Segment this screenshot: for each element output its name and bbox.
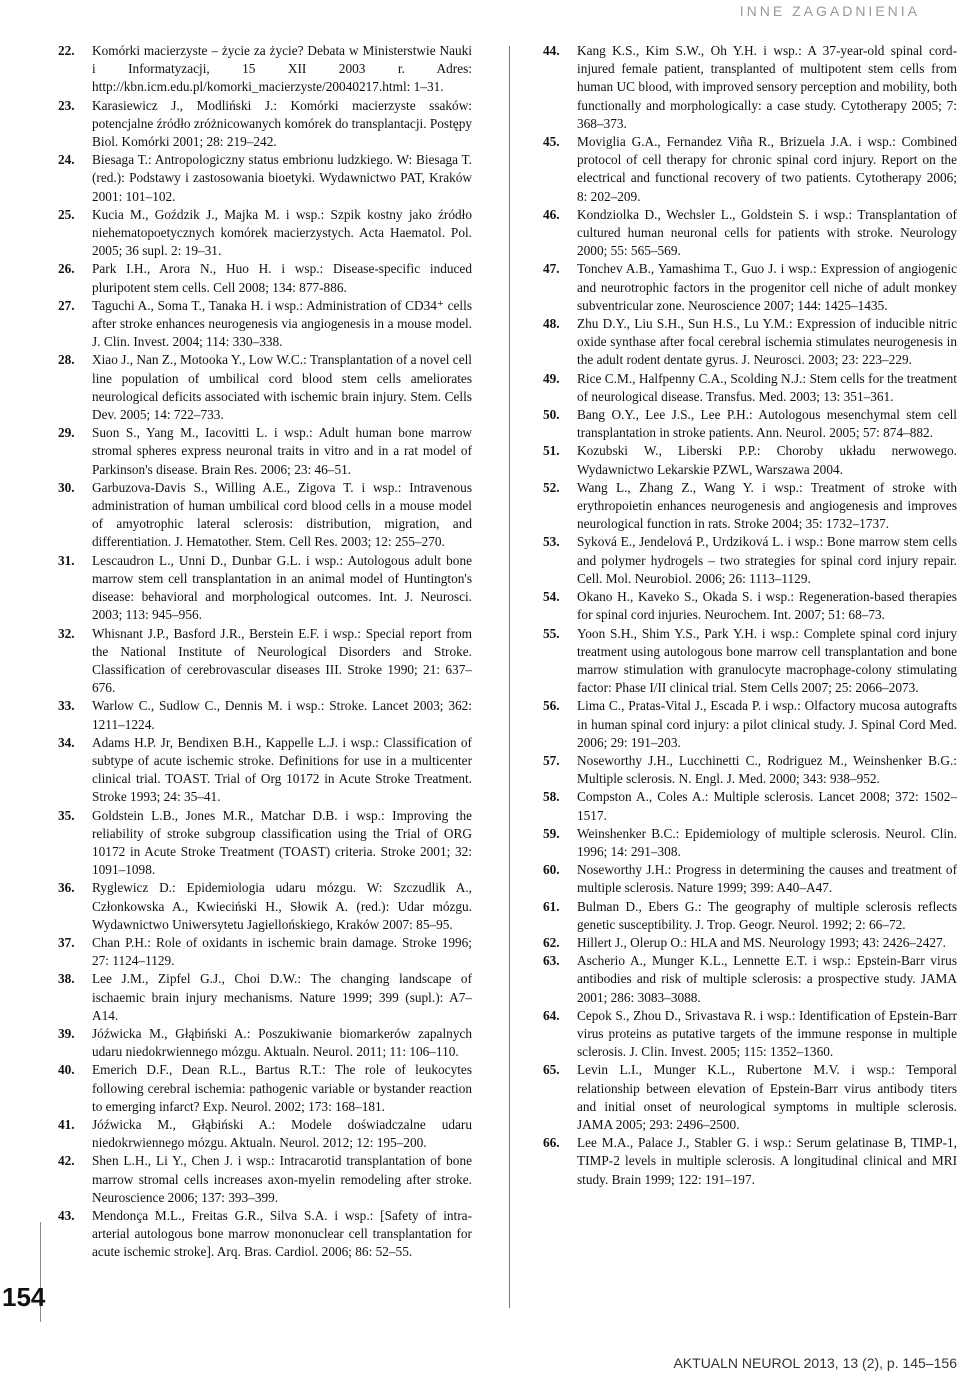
reference-text: Xiao J., Nan Z., Motooka Y., Low W.C.: Transplantation of a novel cell line population of umbilical cord blood stem cells ameliorates neurological deficits associated with ischemic brain injury. Stem. Cells Dev. 2005; 14: 722–733.	[92, 352, 472, 423]
reference-text: Noseworthy J.H., Lucchinetti C., Rodriguez M., Weinshenker B.G.: Multiple sclerosis. N. Engl. J. Med. 2000; 343: 938–952.	[577, 752, 957, 787]
reference-text: Karasiewicz J., Modliński J.: Komórki macierzyste ssaków: potencjalne źródło zróżnicowanych komórek do transplantacji. Postępy Biol. Komórki 2001; 28: 219–242.	[92, 97, 472, 150]
reference-item	[543, 1061, 957, 1134]
reference-text: Wang L., Zhang Z., Wang Y. i wsp.: Treatment of stroke with erythropoietin enhances neurogenesis and angiogenesis and improves neurological function in rats. Stroke 2004; 35: 1732–1737.	[577, 479, 957, 532]
reference-item	[543, 934, 957, 952]
reference-text: Levin L.I., Munger K.L., Rubertone M.V. i wsp.: Temporal relationship between elevation of Epstein-Barr virus antibody titers and initial onset of neurological symptoms in multiple sclerosis. JAMA 2005; 293: 2496–2500.	[577, 1062, 957, 1132]
reference-number: 24.	[58, 152, 75, 168]
reference-text: Moviglia G.A., Fernandez Viña R., Brizuela J.A. i wsp.: Combined protocol of cell therapy for chronic spinal cord injury. Report on the electrical and functional recovery of two patients. Cytotherapy 2006; 8: 202–209.	[577, 134, 957, 204]
reference-text: Bulman D., Ebers G.: The geography of multiple sclerosis reflects genetic susceptibility. J. Trop. Geogr. Neurol. 1992; 2: 66–72.	[577, 898, 957, 932]
reference-item	[58, 42, 472, 97]
reference-item	[543, 825, 957, 861]
reference-text: Taguchi A., Soma T., Tanaka H. i wsp.: Administration of CD34⁺ cells after stroke enhances neurogenesis via angiogenesis in a mouse model. J. Clin. Invest. 2004; 114: 330–338.	[92, 297, 472, 350]
reference-item	[543, 206, 957, 261]
reference-number: 51.	[543, 443, 560, 459]
reference-item	[543, 898, 957, 934]
reference-item	[543, 133, 957, 206]
reference-text: Emerich D.F., Dean R.L., Bartus R.T.: The role of leukocytes following cerebral ischemia: pathogenic variable or bystander reaction to emerging infarct? Exp. Neurol. 2002; 173: 168–181.	[92, 1062, 472, 1114]
reference-item	[543, 442, 957, 478]
reference-number: 54.	[543, 589, 560, 605]
reference-number: 29.	[58, 425, 75, 441]
reference-number: 44.	[543, 43, 560, 58]
reference-number: 30.	[58, 479, 75, 495]
reference-item	[58, 970, 472, 1025]
reference-text: Goldstein L.B., Jones M.R., Matchar D.B. i wsp.: Improving the reliability of stroke subgroup classification using the Trial of ORG 10172 in Acute Stroke Treatment (TOAST) criteria. Stroke 2001; 32: 1091–1098.	[92, 807, 472, 878]
reference-item	[543, 861, 957, 897]
reference-number: 42.	[58, 1153, 75, 1169]
reference-item	[58, 260, 472, 296]
reference-text: Kondziolka D., Wechsler L., Goldstein S. i wsp.: Transplantation of cultured human neuronal cells for patients with stroke. Neurology 2000; 55: 565–569.	[577, 206, 957, 259]
reference-text: Komórki macierzyste – życie za życie? Debata w Ministerstwie Nauki i Informatyzacji, 15 XII 2003 r. Adres: http://kbn.icm.edu.pl/komorki_macierzyste/20040217.html: 1–31.	[92, 43, 472, 95]
reference-text: Adams H.P. Jr, Bendixen B.H., Kappelle L.J. i wsp.: Classification of subtype of acute ischemic stroke. Definitions for use in a multicenter clinical trial. TOAST. Trial of Org 10172 in Acute Stroke Treatment. Stroke 1993; 24: 35–41.	[92, 734, 472, 805]
reference-item	[543, 788, 957, 824]
reference-number: 27.	[58, 297, 75, 313]
reference-item	[58, 351, 472, 424]
reference-text: Tonchev A.B., Yamashima T., Guo J. i wsp.: Expression of angiogenic and neurotrophic factors in the progenitor cell niche of adult monkey subventricular zone. Neuroscience 2007; 144: 1425–1435.	[577, 261, 957, 313]
right-reference-column	[543, 42, 957, 1189]
reference-item	[58, 697, 472, 733]
reference-text: Lee J.M., Zipfel G.J., Choi D.W.: The changing landscape of ischaemic brain injury mechanisms. Nature 1999; 399 (supl.): A7–A14.	[92, 971, 472, 1023]
reference-item	[543, 42, 957, 133]
reference-text: Chan P.H.: Role of oxidants in ischemic brain damage. Stroke 1996; 27: 1124–1129.	[92, 934, 472, 969]
reference-text: Noseworthy J.H.: Progress in determining the causes and treatment of multiple sclerosis. Nature 1999; 399: A40–A47.	[577, 862, 957, 896]
reference-number: 53.	[543, 534, 560, 550]
reference-item	[543, 1134, 957, 1189]
reference-number: 38.	[58, 971, 75, 987]
reference-number: 36.	[58, 880, 75, 896]
reference-item	[58, 1207, 472, 1262]
reference-text: Jóźwicka M., Głąbiński A.: Poszukiwanie biomarkerów zapalnych udaru niedokrwiennego mózgu. Aktualn. Neurol. 2011; 11: 106–110.	[92, 1025, 472, 1060]
reference-number: 41.	[58, 1116, 75, 1132]
reference-number: 64.	[543, 1007, 560, 1023]
reference-number: 63.	[543, 953, 560, 969]
reference-number: 50.	[543, 407, 560, 423]
reference-number: 37.	[58, 934, 75, 950]
reference-text: Lee M.A., Palace J., Stabler G. i wsp.: Serum gelatinase B, TIMP-1, TIMP-2 levels in multiple sclerosis. A longitudinal clinical and MRI study. Brain 1999; 122: 191–197.	[577, 1135, 957, 1187]
reference-text: Whisnant J.P., Basford J.R., Berstein E.F. i wsp.: Special report from the National Institute of Neurological Disorders and Stroke. Classification of cerebrovascular diseases III. Stroke 1990; 21: 637–676.	[92, 625, 472, 696]
reference-text: Warlow C., Sudlow C., Dennis M. i wsp.: Stroke. Lancet 2003; 362: 1211–1224.	[92, 698, 472, 732]
reference-number: 45.	[543, 134, 560, 150]
reference-item	[58, 1152, 472, 1207]
reference-number: 57.	[543, 752, 560, 768]
footer-citation: AKTUALN NEUROL 2013, 13 (2), p. 145–156	[673, 1355, 957, 1371]
reference-number: 40.	[58, 1062, 75, 1078]
reference-number: 43.	[58, 1208, 75, 1223]
reference-item	[58, 479, 472, 552]
reference-number: 23.	[58, 97, 75, 113]
reference-item	[58, 424, 472, 479]
reference-number: 31.	[58, 552, 75, 568]
reference-number: 61.	[543, 898, 560, 914]
reference-number: 58.	[543, 789, 560, 805]
reference-number: 48.	[543, 316, 560, 332]
reference-item	[58, 97, 472, 152]
reference-number: 33.	[58, 698, 75, 714]
reference-number: 26.	[58, 261, 75, 277]
reference-item	[543, 406, 957, 442]
reference-item	[58, 151, 472, 206]
reference-item	[58, 552, 472, 625]
reference-number: 46.	[543, 206, 560, 222]
reference-item	[543, 697, 957, 752]
reference-number: 35.	[58, 807, 75, 823]
section-header: INNE ZAGADNIENIA	[739, 3, 920, 19]
reference-number: 59.	[543, 825, 560, 841]
reference-item	[58, 1025, 472, 1061]
reference-item	[58, 1116, 472, 1152]
reference-number: 65.	[543, 1062, 560, 1078]
reference-number: 34.	[58, 734, 75, 750]
column-divider	[509, 46, 510, 1308]
reference-item	[543, 588, 957, 624]
reference-text: Compston A., Coles A.: Multiple sclerosis. Lancet 2008; 372: 1502–1517.	[577, 789, 957, 823]
reference-item	[58, 879, 472, 934]
reference-text: Rice C.M., Halfpenny C.A., Scolding N.J.: Stem cells for the treatment of neurological disease. Transfus. Med. 2003; 13: 351–361.	[577, 370, 957, 404]
reference-item	[58, 934, 472, 970]
reference-number: 66.	[543, 1135, 560, 1151]
reference-text: Yoon S.H., Shim Y.S., Park Y.H. i wsp.: Complete spinal cord injury treatment using autologous bone marrow cell transplantation and bone marrow stimulation with granulocyte macrophage-colony stimulating factor: Phase I/II clinical trial. Stem Cells 2007; 25: 2066–2073.	[577, 625, 957, 696]
reference-item	[58, 625, 472, 698]
reference-item	[543, 260, 957, 315]
reference-text: Biesaga T.: Antropologiczny status embrionu ludzkiego. W: Biesaga T. (red.): Podstawy i zastosowania bioetyki. Wydawnictwo PAT, Kraków 2001: 101–102.	[92, 152, 472, 204]
reference-number: 22.	[58, 43, 75, 58]
reference-number: 55.	[543, 625, 560, 641]
reference-text: Zhu D.Y., Liu S.H., Sun H.S., Lu Y.M.: Expression of inducible nitric oxide synthase after focal cerebral ischemia stimulates neurogenesis in the adult rodent dentate gyrus. J. Neurosci. 2003; 23: 223–229.	[577, 316, 957, 368]
reference-text: Ryglewicz D.: Epidemiologia udaru mózgu. W: Szczudlik A., Członkowska A., Kwieciński H., Słowik A. (red.): Udar mózgu. Wydawnictwo Uniwersytetu Jagiellońskiego, Kraków 2007: 85–95.	[92, 880, 472, 932]
reference-number: 56.	[543, 698, 560, 714]
reference-text: Okano H., Kaveko S., Okada S. i wsp.: Regeneration-based therapies for spinal cord injuries. Neurochem. Int. 2007; 51: 68–73.	[577, 589, 957, 623]
reference-text: Park I.H., Arora N., Huo H. i wsp.: Disease-specific induced pluripotent stem cells. Cell 2008; 134: 877-886.	[92, 261, 472, 295]
reference-text: Cepok S., Zhou D., Srivastava R. i wsp.: Identification of Epstein-Barr virus proteins as putative targets of the immune response in multiple sclerosis. J. Clin. Invest. 2005; 115: 1352–1360.	[577, 1007, 957, 1060]
reference-number: 28.	[58, 352, 75, 368]
reference-item	[543, 533, 957, 588]
reference-item	[543, 1007, 957, 1062]
reference-number: 32.	[58, 625, 75, 641]
reference-item	[543, 625, 957, 698]
reference-item	[543, 370, 957, 406]
reference-number: 60.	[543, 862, 560, 878]
reference-text: Lescaudron L., Unni D., Dunbar G.L. i wsp.: Autologous adult bone marrow stem cell transplantation in an animal model of Huntington's disease: behavioral and morphological outcomes. Int. J. Neurosci. 2003; 113: 945–956.	[92, 552, 472, 623]
reference-text: Kang K.S., Kim S.W., Oh Y.H. i wsp.: A 37-year-old spinal cord-injured female patient, transplanted of multipotent stem cells from human UC blood, with improved sensory perception and mobility, both functionally and morphologically: a case study. Cytotherapy 2005; 7: 368–373.	[577, 43, 957, 131]
reference-text: Jóźwicka M., Głąbiński A.: Modele doświadczalne udaru niedokrwiennego mózgu. Aktualn. Neurol. 2012; 12: 195–200.	[92, 1116, 472, 1151]
reference-item	[543, 752, 957, 788]
reference-item	[543, 479, 957, 534]
reference-item	[58, 807, 472, 880]
reference-text: Shen L.H., Li Y., Chen J. i wsp.: Intracarotid transplantation of bone marrow stromal cells increases axon-myelin remodeling after stroke. Neuroscience 2006; 137: 393–399.	[92, 1153, 472, 1205]
reference-text: Hillert J., Olerup O.: HLA and MS. Neurology 1993; 43: 2426–2427.	[577, 934, 946, 950]
reference-item	[58, 1061, 472, 1116]
reference-number: 62.	[543, 934, 560, 950]
reference-text: Syková E., Jendelová P., Urdziková L. i wsp.: Bone marrow stem cells and polymer hydrogels – two strategies for spinal cord injury repair. Cell. Mol. Neurobiol. 2006; 26: 1113–1129.	[577, 534, 957, 586]
reference-text: Kozubski W., Liberski P.P.: Choroby układu nerwowego. Wydawnictwo Lekarskie PZWL, Warszawa 2004.	[577, 443, 957, 477]
reference-number: 25.	[58, 206, 75, 222]
reference-text: Weinshenker B.C.: Epidemiology of multiple sclerosis. Neurol. Clin. 1996; 14: 291–308.	[577, 825, 957, 859]
reference-item	[543, 315, 957, 370]
reference-number: 49.	[543, 370, 560, 386]
reference-item	[58, 297, 472, 352]
reference-number: 39.	[58, 1025, 75, 1041]
reference-item	[58, 734, 472, 807]
reference-number: 52.	[543, 479, 560, 495]
reference-item	[543, 952, 957, 1007]
reference-text: Suon S., Yang M., Iacovitti L. i wsp.: Adult human bone marrow stromal spheres express neuronal traits in vitro and in a rat model of Parkinson's disease. Brain Res. 2006; 23: 46–51.	[92, 425, 472, 477]
reference-number: 47.	[543, 261, 560, 277]
reference-text: Kucia M., Goździk J., Majka M. i wsp.: Szpik kostny jako źródło niehematopoetycznych komórek macierzystych. Acta Haematol. Pol. 2005; 36 supl. 2: 19–31.	[92, 206, 472, 259]
reference-text: Lima C., Pratas-Vital J., Escada P. i wsp.: Olfactory mucosa autografts in human spinal cord injury: a pilot clinical study. J. Spinal Cord Med. 2006; 29: 191–203.	[577, 698, 957, 750]
reference-text: Ascherio A., Munger K.L., Lennette E.T. i wsp.: Epstein-Barr virus antibodies and risk of multiple sclerosis: a prospective study. JAMA 2001; 286: 3083–3088.	[577, 953, 957, 1005]
reference-text: Bang O.Y., Lee J.S., Lee P.H.: Autologous mesenchymal stem cell transplantation in stroke patients. Ann. Neurol. 2005; 57: 874–882.	[577, 407, 957, 441]
reference-item	[58, 206, 472, 261]
page-number: 154	[2, 1282, 46, 1312]
reference-text: Garbuzova-Davis S., Willing A.E., Zigova T. i wsp.: Intravenous administration of human umbilical cord blood cells in a mouse model of amyotrophic lateral sclerosis: distribution, migration, and differentiation. J. Hematother. Stem. Cell Res. 2003; 12: 255–270.	[92, 479, 472, 550]
left-reference-column	[58, 42, 472, 1262]
reference-text: Mendonça M.L., Freitas G.R., Silva S.A. i wsp.: [Safety of intra-arterial autologous bone marrow mononuclear cell transplantation for acute ischemic stroke]. Arq. Bras. Cardiol. 2006; 86: 52–55.	[92, 1208, 472, 1260]
